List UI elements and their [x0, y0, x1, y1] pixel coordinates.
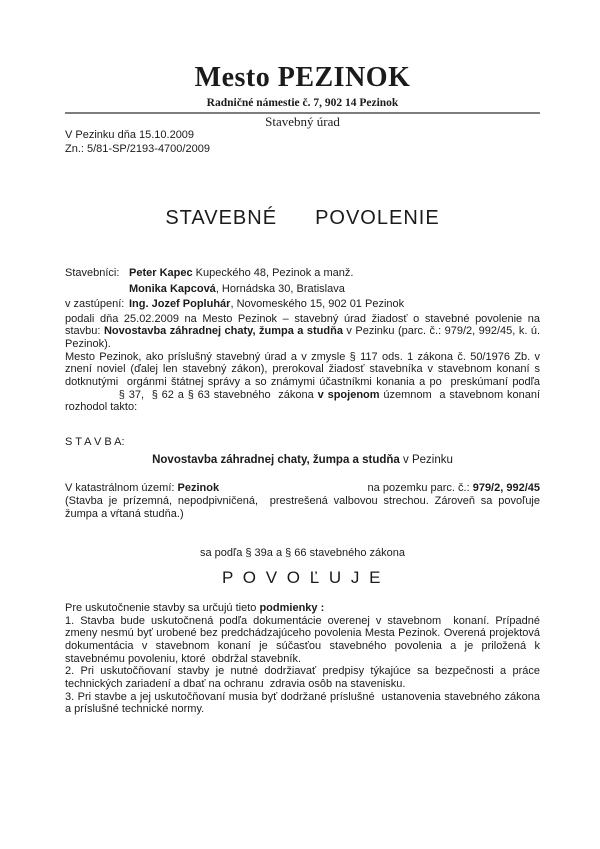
cadastre-area-label: V katastrálnom území:: [65, 482, 178, 495]
condition-2: 2. Pri uskutočňovaní stavby je nutné dodržiavať predpisy týkajúce sa bezpečnosti a práce technických zariadení a dbať na ochranu zdravia osôb na stavenisku.: [65, 665, 540, 691]
condition-3: 3. Pri stavbe a jej uskutočňovaní musia byť dodržané príslušné ustanovenia stavebného zákona a príslušné technické normy.: [65, 690, 540, 716]
place-date: V Pezinku dňa 15.10.2009: [65, 129, 195, 141]
letterhead: [65, 62, 540, 156]
cadastre-area: [65, 481, 219, 495]
application-paragraph: [65, 313, 540, 351]
application-project-name: Novostavba záhradnej chaty, žumpa a studňa: [103, 325, 343, 338]
representation-label: v zastúpení:: [65, 298, 125, 310]
cadastre-parcel-value: 979/2, 992/45: [472, 482, 540, 495]
stavba-label: S T A V B A:: [65, 436, 125, 449]
conditions-intro-text: Pre uskutočnenie stavby sa určujú tieto: [65, 601, 260, 614]
representative-details: , Novomeského 15, 902 01 Pezinok: [230, 298, 405, 310]
builder-line-1: [65, 266, 540, 282]
proceedings-text-1: Mesto Pezinok, ako príslušný stavebný úrad a v zmysle § 117 ods. 1 zákona č. 50/1976 Zb. v znení noviel (ďalej len stavebný zákon), prerokoval žiadosť stavebníka v stavebnom konaní s dotknutými orgánmi štátnej správy a so známymi účastníkmi konania a po preskúmaní podľa § 37, § 62 a § 63 stavebného zákona: [65, 350, 540, 401]
application-text-1: podali dňa 25.02.2009 na Mesto Pezinok – stavebný úrad žiadosť o stavebné povolenie na stavbu:: [65, 312, 540, 338]
org-address: Radničné námestie č. 7, 902 14 Pezinok: [206, 97, 399, 109]
condition-1: 1. Stavba bude uskutočnená podľa dokumentácie overenej v stavebnom konaní. Prípadné zmeny nesmú byť urobené bez predchádzajúceho povolenia Mesta Pezinok. Overená projektová dokumentácia v stavebnom konaní je súčasťou stavebného povolenia a je priložená k stavebnému povoleniu, ktoré obdržal stavebník.: [65, 614, 540, 665]
builder2-name: Monika Kapcová: [129, 282, 216, 295]
application-text-2: v Pezinku (parc. č.: 979/2, 992/45, k. ú. Pezinok).: [65, 325, 541, 350]
stavba-name: Novostavba záhradnej chaty, žumpa a studňa: [152, 454, 400, 467]
org-name: Mesto PEZINOK: [194, 62, 411, 93]
conditions-intro: [65, 602, 540, 615]
representation-line: [65, 297, 540, 313]
document-title-word1: STAVEBNÉ: [165, 207, 278, 229]
stavba-location: v Pezinku: [399, 454, 453, 467]
department-name: Stavebný úrad: [265, 114, 340, 129]
cadastre-parcel: [368, 481, 540, 495]
proceedings-text-2: územnom a stavebnom konaní rozhodol takto:: [65, 388, 541, 414]
builder2-details: , Hornádska 30, Bratislava: [215, 282, 345, 295]
reference-number: Zn.: 5/81-SP/2193-4700/2009: [65, 142, 210, 155]
parties-section: [65, 266, 540, 313]
legal-basis: sa podľa § 39a a § 66 stavebného zákona: [199, 546, 406, 559]
representative-name: Ing. Jozef Popluhár: [129, 298, 231, 310]
document-title-word2: POVOLENIE: [315, 207, 440, 229]
builder-line-2: [65, 282, 540, 298]
conditions-intro-emphasis: podmienky :: [259, 601, 325, 614]
proceedings-emphasis: v spojenom: [317, 388, 380, 401]
building-description: (Stavba je prízemná, nepodpivničená, prestrešená valbovou strechou. Zároveň sa povoľuje žumpa a vŕtaná studňa.): [65, 495, 540, 520]
proceedings-paragraph: [65, 351, 540, 415]
cadastre-parcel-label: na pozemku parc. č.:: [367, 482, 473, 495]
document-title: [65, 206, 540, 230]
document-meta: [65, 129, 540, 156]
builders-label: Stavebníci:: [65, 267, 120, 279]
cadastre-row: [65, 481, 540, 495]
cadastre-area-value: Pezinok: [177, 482, 220, 495]
builder1-details: Kupeckého 48, Pezinok a manž.: [192, 267, 354, 279]
decision-heading: P O V O Ľ U J E: [222, 567, 383, 587]
stavba-name-line: [65, 453, 540, 467]
builder1-name: Peter Kapec: [129, 267, 193, 279]
